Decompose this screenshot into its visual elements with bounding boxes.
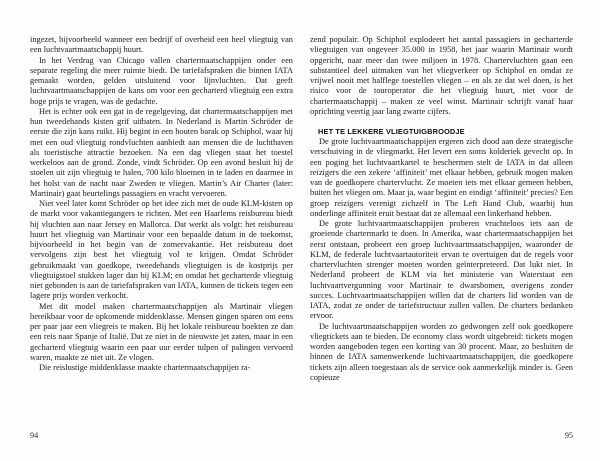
body-paragraph: Het is echter ook een gat in de regelgeving, dat chartermaatschappijen met hun tweedehands kisten grif uitbaten. In Nederland is Martin Schröder de eerste die zijn kans ruikt. Hij begint in een houten barak op Schiphol, waar hij met een oud vliegtuig rondvluchten aanbiedt aan mensen die de luchthaven als toeristische attractie bezoeken. Na een dag vliegen staat het toestel werkeloos aan de grond. Zonde, vindt Schröder. Op een avond besluit hij de stoelen uit zijn vliegtuig te halen, 700 kilo bloemen in te laden en daarmee in het holst van de nacht naar Zweden te vliegen. Martin’s Air Charter (later: Martinair) gaat beurtelings passagiers en vracht vervoeren. [30,106,293,198]
body-paragraph: Niet veel later komt Schröder op het idee zich met de oude KLM-kisten op de markt voor vakantiegangers te richten. Met een Haarlems reisbureau biedt hij vluchten aan naar Jersey en Mallorca. Dat werkt als volgt: het reisbureau huurt het vliegtuig van Martinair voor een bepaalde datum in de toekomst, bijvoorbeeld in het begin van de zomervakantie. Het reisbureau doet vervolgens zijn best het vliegtuig vol te krijgen. Omdat Schröder gebruikmaakt van goedkope, tweedehands vliegtuigen is de kostprijs per vliegtuigstoel stukken lager dan bij KLM; en omdat het gecharterde vliegtuig niet gebonden is aan de tariefafspraken van IATA, kunnen de tickets tegen een lagere prijs worden verkocht. [30,199,293,301]
body-paragraph: zend populair. Op Schiphol explodeert het aantal passagiers in gecharterde vliegtuigen van ongeveer 35.000 in 1958, het jaar waarin Martinair wordt opgericht, naar meer dan twee miljoen in 1978. Chartervluchten gaan een substantieel deel uitmaken van het vliegverkeer op Schiphol en omdat ze vrijwel nooit met halflege toestellen vliegen – en als ze dat wel doen, is het risico voor de touroperator die het vliegtuig huurt, niet voor de chartermaatschappij – maken ze veel winst. Martinair schrijft vanaf haar oprichting veertig jaar lang zwarte cijfers. [310,35,573,116]
page-number-left: 94 [30,431,39,440]
body-paragraph: ingezet, bijvoorbeeld wanneer een bedrijf of overheid een heel vliegtuig van een luchtvaartmaatschappij huurt. [30,35,293,55]
body-paragraph: De grote luchtvaartmaatschappijen proberen vruchteloos iets aan de groeiende chartermarkt te doen. In Amerika, waar chartermaatschappijen het eerst ontstaan, probeert een groep luchtvaartmaatschappijen, waaronder de KLM, de federale luchtvaartautoriteit ervan te overtuigen dat de regels voor chartervluchten strenger moeten worden geïnterpreteerd. Dat lukt niet. In Nederland probeert de KLM via het ministerie van Waterstaat een luchtvaartvergunning voor Martinair te dwarsbomen, overigens zonder succes. Luchtvaartmaatschappijen willen dat de charters lid worden van de IATA, zodat ze onder de tariefstructuur zullen vallen. De charters bedanken ervoor. [310,219,573,321]
body-paragraph: In het Verdrag van Chicago vallen chartermaatschappijen onder een separate regeling die meer ruimte biedt. De tariefafspraken die binnen IATA gemaakt worden, gelden uitsluitend voor lijnvluchten. Dat geeft luchtvaartmaatschappijen de kans om voor een gecharterd vliegtuig een extra hoge prijs te vragen, was de gedachte. [30,55,293,106]
section-heading: HET TE LEKKERE VLIEGTUIGBROODJE [318,127,465,136]
right-page-text-block [310,35,573,383]
body-paragraph: De luchtvaartmaatschappijen worden zo gedwongen zelf ook goedkopere vliegtickets aan te bieden. De economy class wordt uitgebreid: tickets mogen worden aangeboden tegen een korting van 30 procent. Maar, zo besluiten de binnen de IATA samenwerkende luchtvaartmaatschappijen, die goedkopere tickets zijn alleen toegestaan als de service ook aanmerkelijk minder is. Geen copieuze [310,321,573,382]
body-paragraph: Met dit model maken chartermaatschappijen als Martinair vliegen bereikbaar voor de opkomende middenklasse. Mensen gingen sparen om eens per paar jaar een vliegreis te maken. Bij het lokale reisbureau boekten ze dan een reis naar Spanje of Italië. Dat ze niet in de nieuwste jet zaten, maar in een gecharterd vliegtuig waarin een paar uur eerder tulpen of palingen vervoerd waren, maakte ze niet uit. Ze vlogen. [30,301,293,362]
left-page-text-block [30,35,293,373]
body-paragraph: Die reislustige middenklasse maakte chartermaatschappijen ra- [39,363,251,372]
page-number-right: 95 [564,431,573,440]
body-paragraph: De grote luchtvaartmaatschappijen ergeren zich dood aan deze strategische verschuiving in de vliegmarkt. Het levert een soms kolderiek gevecht op. In een poging het luchtvaartkartel te beschermen stelt de IATA in dat alleen reizigers die een zekere ‘affiniteit’ met elkaar hebben, gebruik mogen maken van de goedkopere chartervlucht. Ze moeten iets met elkaar gemeen hebben, buiten het vliegen om. Maar ja, waar begint en eindigt ‘affiniteit’ precies? Een groep reizigers verenigt zichzelf in The Left Hand Club, waarbij hun onderlinge affiniteit eruit bestaat dat ze allemaal een linkerhand hebben. [310,137,573,218]
